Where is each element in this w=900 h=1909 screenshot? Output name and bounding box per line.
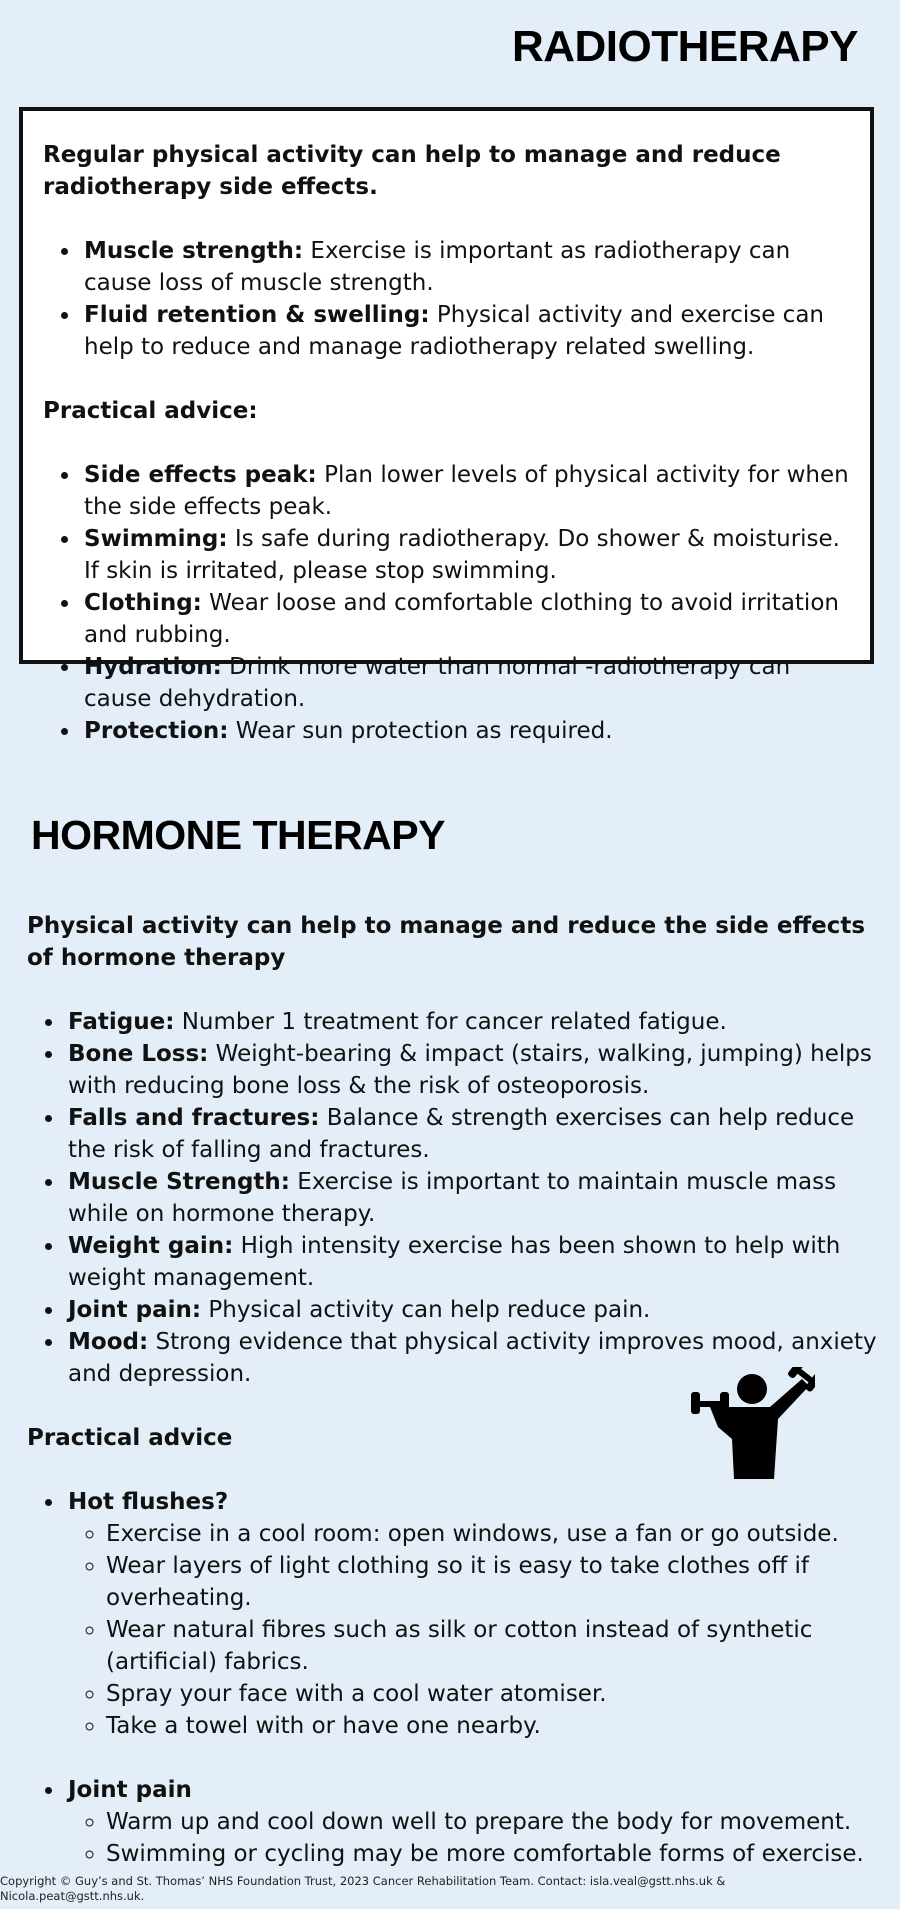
list-item: • Protection: Wear sun protection as required. (81, 715, 850, 747)
hormone-therapy-title: HORMONE THERAPY (31, 812, 445, 858)
list-item: ◦ Spray your face with a cool water atomiser. (106, 1678, 877, 1710)
list-item: ◦ Wear layers of light clothing so it is easy to take clothes off if overheating. (106, 1550, 877, 1614)
hormone-benefits-list (27, 1006, 877, 1390)
list-item: ◦ Warm up and cool down well to prepare the body for movement. (106, 1806, 877, 1838)
list-item: • Muscle Strength: Exercise is important to maintain muscle mass while on hormone therapy. (65, 1166, 877, 1230)
joint-pain-tips (68, 1806, 877, 1870)
list-item: • Swimming: Is safe during radiotherapy. Do shower & moisturise. If skin is irritated, please stop swimming. (81, 523, 850, 587)
list-item: ◦ Exercise in a cool room: open windows, use a fan or go outside. (106, 1518, 877, 1550)
list-item: • Joint pain ◦ Warm up and cool down well to prepare the body for movement. ◦ Swimming or cycling may be more comfortable forms of exercise. (65, 1774, 877, 1870)
list-item: • Side effects peak: Plan lower levels of physical activity for when the side effects peak. (81, 459, 850, 523)
list-item: • Fluid retention & swelling: Physical activity and exercise can help to reduce and manage radiotherapy related swelling. (81, 299, 850, 363)
list-item: • Clothing: Wear loose and comfortable clothing to avoid irritation and rubbing. (81, 587, 850, 651)
hot-flushes-tips (68, 1518, 877, 1742)
list-item: • Muscle strength: Exercise is important as radiotherapy can cause loss of muscle strength. (81, 235, 850, 299)
joint-pain-list (27, 1774, 877, 1870)
list-item: ◦ Swimming or cycling may be more comfortable forms of exercise. (106, 1838, 877, 1870)
hot-flushes-list (27, 1486, 877, 1742)
list-item: • Hot flushes? ◦ Exercise in a cool room: open windows, use a fan or go outside. ◦ Wear layers of light clothing so it is easy to take clothes off if overheating. ◦ Wear natural fibres such as silk or cotton instead of synthetic (artificial) fabrics. ◦ Spray your face with a cool water atomiser. ◦ Take a towel with or have one nearby. (65, 1486, 877, 1742)
hormone-advice-heading: Practical advice (27, 1425, 233, 1451)
list-item: • Falls and fractures: Balance & strength exercises can help reduce the risk of falling and fractures. (65, 1102, 877, 1166)
list-item: • Weight gain: High intensity exercise has been shown to help with weight management. (65, 1230, 877, 1294)
radiotherapy-benefits-list (43, 235, 850, 363)
copyright-notice: Copyright © Guy’s and St. Thomas’ NHS Foundation Trust, 2023 Cancer Rehabilitation Team. Contact: isla.veal@gstt.nhs.uk & Nicola.peat@gstt.nhs.uk. (0, 1874, 726, 1903)
hormone-intro: Physical activity can help to manage and reduce the side effects of hormone therapy (27, 913, 866, 971)
radiotherapy-advice-list (43, 459, 850, 747)
list-item: • Fatigue: Number 1 treatment for cancer related fatigue. (65, 1006, 877, 1038)
radiotherapy-advice-heading: Practical advice: (43, 398, 258, 424)
radiotherapy-intro: Regular physical activity can help to manage and reduce radiotherapy side effects. (43, 142, 781, 200)
list-item: ◦ Take a towel with or have one nearby. (106, 1710, 877, 1742)
radiotherapy-box (19, 107, 874, 744)
list-item: • Hydration: Drink more water than normal -radiotherapy can cause dehydration. (81, 651, 850, 715)
weightlifter-icon (690, 1367, 815, 1479)
radiotherapy-title: RADIOTHERAPY (511, 22, 858, 71)
list-item: • Joint pain: Physical activity can help reduce pain. (65, 1294, 877, 1326)
list-item: • Bone Loss: Weight-bearing & impact (stairs, walking, jumping) helps with reducing bone loss & the risk of osteoporosis. (65, 1038, 877, 1102)
list-item: • Mood: Strong evidence that physical activity improves mood, anxiety and depression. (65, 1326, 877, 1390)
list-item: ◦ Wear natural fibres such as silk or cotton instead of synthetic (artificial) fabrics. (106, 1614, 877, 1678)
